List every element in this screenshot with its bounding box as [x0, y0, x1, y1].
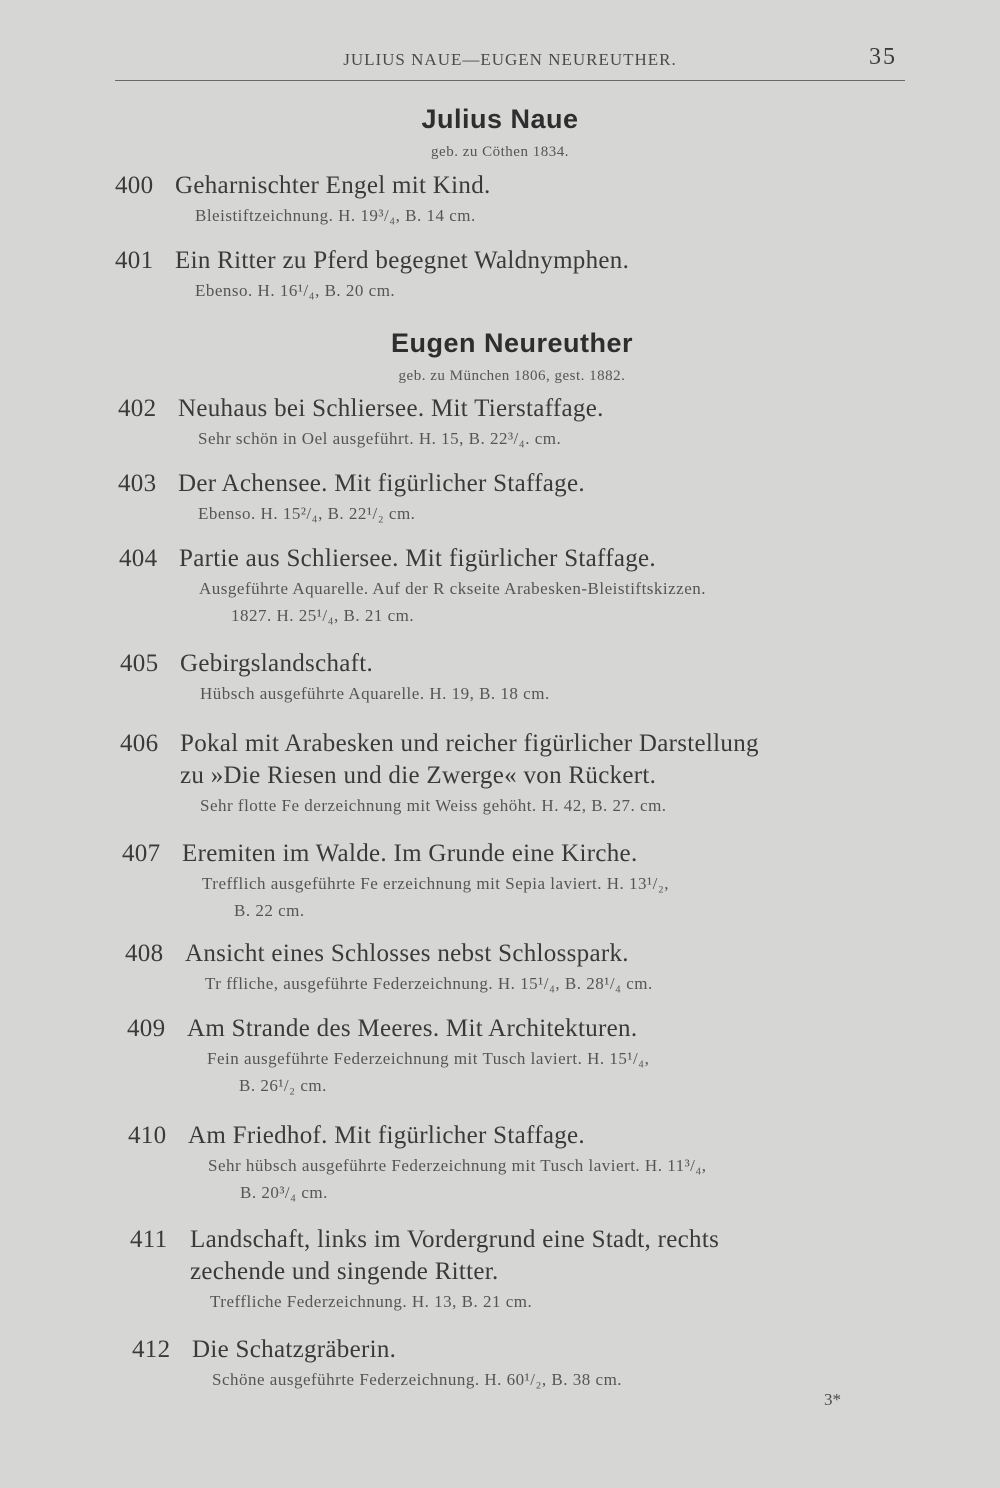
entry-title-continued: zu »Die Riesen und die Zwerge« von Rückert. [180, 762, 657, 789]
entry-description: Fein ausgeführte Federzeichnung mit Tusch laviert. H. 15¹/₄, [207, 1049, 650, 1068]
entry-description: Sehr flotte Fe derzeichnung mit Weiss gehöht. H. 42, B. 27. cm. [200, 796, 667, 815]
entry-title-line [127, 1013, 927, 1045]
entry-number: 410 [128, 1122, 167, 1149]
entry-title: Der Achensee. Mit figürlicher Staffage. [178, 470, 585, 497]
entry-title-line [119, 543, 919, 575]
running-title: JULIUS NAUE—EUGEN NEUREUTHER. [343, 50, 677, 69]
entry-description: Sehr schön in Oel ausgeführt. H. 15, B. 22³/₄. cm. [198, 429, 562, 448]
catalog-entry [127, 1013, 927, 1099]
entry-number: 400 [115, 172, 154, 199]
entry-number: 407 [122, 840, 161, 867]
catalog-entry [132, 1334, 932, 1393]
entry-title: Ein Ritter zu Pferd begegnet Waldnymphen. [175, 247, 630, 274]
entry-description-continued: B. 20³/₄ cm. [240, 1183, 328, 1202]
entry-number: 405 [120, 650, 159, 677]
entry-number: 401 [115, 247, 154, 274]
entry-title-continued: zechende und singende Ritter. [190, 1258, 499, 1285]
entry-title-line [125, 938, 925, 970]
entry-number: 402 [118, 395, 157, 422]
catalog-entry [115, 245, 915, 304]
entry-title: Die Schatzgräberin. [192, 1336, 397, 1363]
entry-title: Gebirgslandschaft. [180, 650, 374, 677]
entry-description: Tr ffliche, ausgeführte Federzeichnung. H. 15¹/₄, B. 28¹/₄ cm. [205, 974, 653, 993]
entry-title: Pokal mit Arabesken und reicher figürlicher Darstellung [180, 730, 759, 757]
entry-title: Ansicht eines Schlosses nebst Schlosspark. [185, 940, 629, 967]
catalog-entry [130, 1224, 930, 1315]
entry-description-continued: 1827. H. 25¹/₄, B. 21 cm. [231, 606, 415, 625]
entry-title-line [130, 1224, 930, 1256]
entry-title-line [128, 1120, 928, 1152]
entry-title-line [122, 838, 922, 870]
entry-description: Ausgeführte Aquarelle. Auf der R ckseite Arabesken-Bleistiftskizzen. [199, 579, 707, 598]
entry-title-line [115, 170, 915, 202]
catalog-entry [118, 468, 918, 527]
catalog-entry [125, 938, 925, 997]
entry-number: 404 [119, 545, 158, 572]
entry-number: 403 [118, 470, 157, 497]
entry-description-continued: B. 26¹/₂ cm. [239, 1076, 327, 1095]
entry-title: Landschaft, links im Vordergrund eine Stadt, rechts [190, 1226, 720, 1253]
entry-title-line [120, 648, 920, 680]
entry-title: Neuhaus bei Schliersee. Mit Tierstaffage. [178, 395, 604, 422]
entry-title: Partie aus Schliersee. Mit figürlicher Staffage. [179, 545, 656, 572]
page-number: 35 [869, 44, 897, 70]
entry-title: Eremiten im Walde. Im Grunde eine Kirche. [182, 840, 638, 867]
entry-number: 412 [132, 1336, 171, 1363]
artist-dates: geb. zu Cöthen 1834. [431, 144, 569, 160]
entry-number: 408 [125, 940, 164, 967]
entry-title-line [118, 468, 918, 500]
entry-description: Sehr hübsch ausgeführte Federzeichnung mit Tusch laviert. H. 11³/₄, [208, 1156, 707, 1175]
catalog-entry [122, 838, 922, 924]
entry-number: 406 [120, 730, 159, 757]
catalog-entry [119, 543, 919, 629]
signature-mark: 3* [824, 1390, 841, 1409]
catalog-entry [120, 648, 920, 707]
entry-title: Am Friedhof. Mit figürlicher Staffage. [188, 1122, 585, 1149]
entry-description: Treffliche Federzeichnung. H. 13, B. 21 cm. [210, 1292, 533, 1311]
artist-heading: Julius Naue [421, 104, 579, 134]
entry-description: Schöne ausgeführte Federzeichnung. H. 60¹/₂, B. 38 cm. [212, 1370, 623, 1389]
entry-description: Hübsch ausgeführte Aquarelle. H. 19, B. 18 cm. [200, 684, 550, 703]
entry-title-line [132, 1334, 932, 1366]
entry-number: 411 [130, 1226, 168, 1253]
entry-description-continued: B. 22 cm. [234, 901, 305, 920]
artist-dates: geb. zu München 1806, gest. 1882. [398, 368, 626, 384]
catalog-entry [118, 393, 918, 452]
running-head [115, 44, 905, 81]
entry-title-line [120, 728, 920, 760]
entry-description: Ebenso. H. 15²/₄, B. 22¹/₂ cm. [198, 504, 416, 523]
entry-description: Bleistiftzeichnung. H. 19³/₄, B. 14 cm. [195, 206, 476, 225]
entry-description: Ebenso. H. 16¹/₄, B. 20 cm. [195, 281, 396, 300]
entry-number: 409 [127, 1015, 166, 1042]
entry-description: Trefflich ausgeführte Fe erzeichnung mit Sepia laviert. H. 13¹/₂, [202, 874, 669, 893]
entry-title-line [118, 393, 918, 425]
catalog-entry [115, 170, 915, 229]
entry-title: Am Strande des Meeres. Mit Architekturen. [187, 1015, 638, 1042]
entry-title-line [115, 245, 915, 277]
entry-title: Geharnischter Engel mit Kind. [175, 172, 491, 199]
catalog-entry [120, 728, 920, 819]
catalog-entry [128, 1120, 928, 1206]
artist-heading: Eugen Neureuther [390, 328, 634, 358]
